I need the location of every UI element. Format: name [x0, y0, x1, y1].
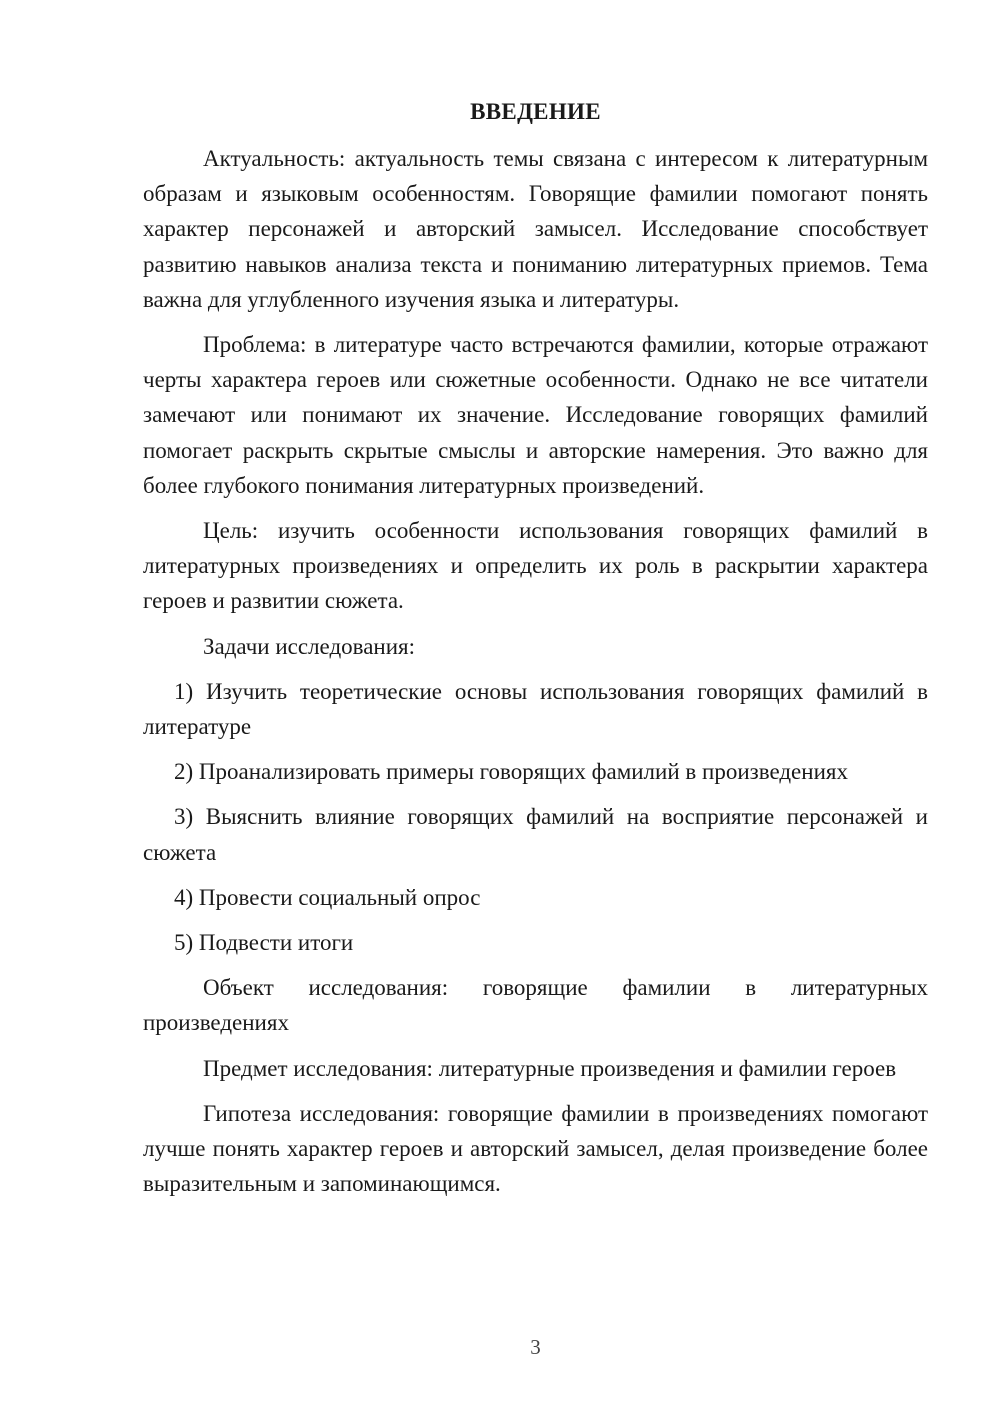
task-item-1: 1) Изучить теоретические основы использования говорящих фамилий в литературе — [143, 678, 928, 740]
goal-paragraph: Цель: изучить особенности использования говорящих фамилий в литературных произведениях и определить их роль в раскрытии характера героев и развитии сюжета. — [143, 518, 928, 614]
page-title: ВВЕДЕНИЕ — [470, 99, 601, 124]
task-item-4: 4) Провести социальный опрос — [174, 884, 481, 910]
task-item-5: 5) Подвести итоги — [174, 930, 354, 956]
problem-paragraph: Проблема: в литературе часто встречаются фамилии, которые отражают черты характера героев или сюжетные особенности. Однако не все читатели замечают или понимают их значение. Исследование говорящих фамилий помогает раскрыть скрытые смыслы и авторские намерения. Это важно для более глубокого понимания литературных произведений. — [143, 332, 928, 498]
tasks-heading: Задачи исследования: — [203, 633, 416, 659]
object-paragraph: Объект исследования: говорящие фамилии в литературных произведениях — [143, 975, 928, 1036]
relevance-paragraph: Актуальность: актуальность темы связана с интересом к литературным образам и языковым особенностям. Говорящие фамилии помогают понять характер персонажей и авторский замысел. Исследование способствует развитию навыков анализа текста и пониманию литературных приемов. Тема важна для углубленного изучения языка и литературы. — [143, 146, 928, 312]
task-item-2: 2) Проанализировать примеры говорящих фамилий в произведениях — [174, 759, 848, 785]
task-item-3: 3) Выяснить влияние говорящих фамилий на восприятие персонажей и сюжета — [143, 804, 928, 865]
hypothesis-paragraph: Гипотеза исследования: говорящие фамилии в произведениях помогают лучше понять характер героев и авторский замысел, делая произведение более выразительным и запоминающимся. — [143, 1100, 928, 1197]
subject-paragraph: Предмет исследования: литературные произведения и фамилии героев — [203, 1055, 897, 1081]
document-body — [143, 141, 928, 1211]
page-number: 3 — [530, 1335, 541, 1359]
